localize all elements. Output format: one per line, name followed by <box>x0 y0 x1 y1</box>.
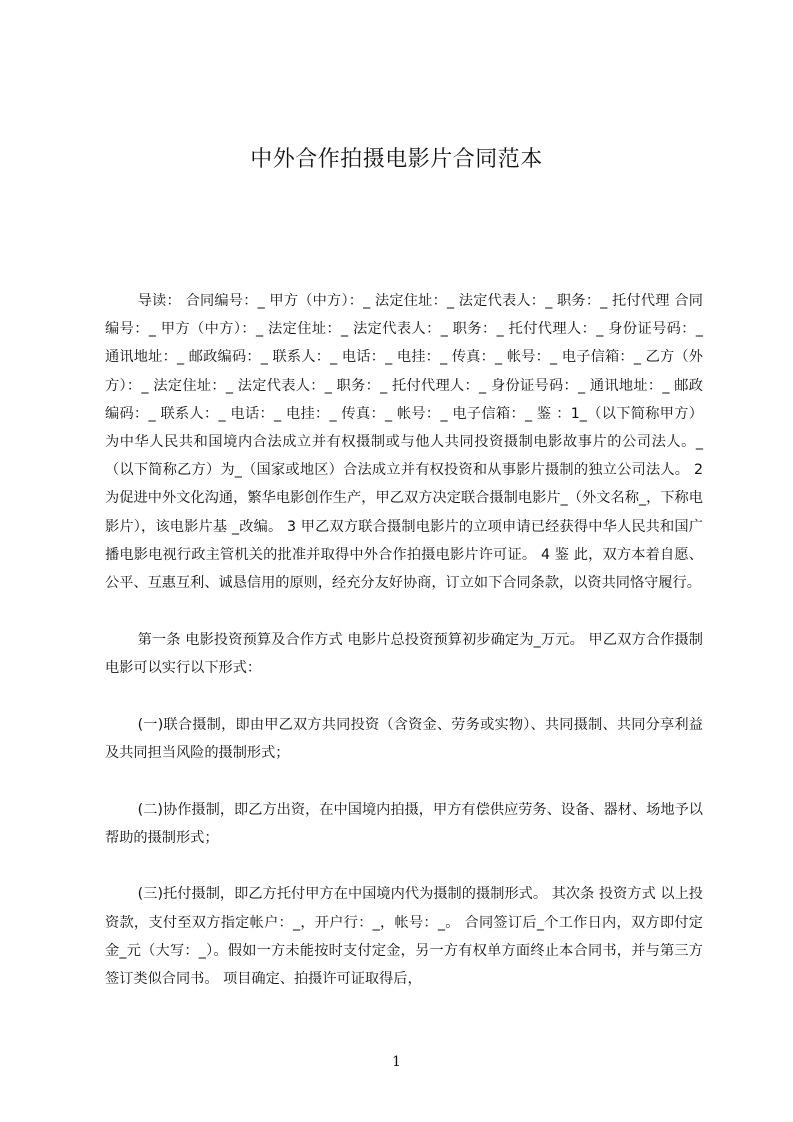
paragraph-intro: 导读： 合同编号：_ 甲方（中方）：_ 法定住址：_ 法定代表人：_ 职务：_ 托付代理 合同编号：_ 甲方（中方）：_ 法定住址：_ 法定代表人：_ 职务：_ 托付代理人：_ 身份证号码：_ 通讯地址：_ 邮政编码：_ 联系人：_ 电话：_ 电挂：_ 传真：_ 帐号：_ 电子信箱：_ 乙方（外方）：_ 法定住址：_ 法定代表人：_ 职务：_ 托付代理人：_ 身份证号码：_ 通讯地址：_ 邮政编码：_ 联系人：_ 电话：_ 电挂：_ 传真：_ 帐号：_ 电子信箱：_ 鉴 ：1_（以下简称甲方）为中华人民共和国境内合法成立并有权摄制或与他人共同投资摄制电影故事片的公司法人。_（以下简称乙方）为_（国家或地区）合法成立并有权投资和从事影片摄制的独立公司法人。 2 为促进中外文化沟通，繁华电影创作生产，甲乙双方决定联合摄制电影片_（外文名称_，下称电影片），该电影片基 _改编。 3 甲乙双方联合摄制电影片的立项申请已经获得中华人民共和国广播电影电视行政主管机关的批准并取得中外合作拍摄电影片许可证。 4 鉴 此，双方本着自愿、公平、互惠互利、诚恳信用的原则，经充分友好协商，订立如下合同条款，以资共同恪守履行。 <box>105 293 703 592</box>
paragraph-gap <box>105 682 703 711</box>
paragraph-gap <box>105 767 703 796</box>
page-number: 1 <box>392 1054 401 1070</box>
paragraph-gap <box>105 852 703 881</box>
paragraph-option-3: (三)托付摄制，即乙方托付甲方在中国境内代为摄制的摄制形式。 其次条 投资方式 以上投资款，支付至双方指定帐户：_，开户行：_，帐号：_。 合同签订后_个工作日内，双方即付定金_元（大写：_）。假如一方未能按时支付定金，另一方有权单方面终止本合同书，并与第三方签订类似合同书。 项目确定、拍摄许可证取得后， <box>105 886 703 988</box>
paragraph-option-2: (二)协作摄制，即乙方出资，在中国境内拍摄，甲方有偿供应劳务、设备、器材、场地予以帮助的摄制形式； <box>105 801 703 846</box>
document-body <box>105 287 703 993</box>
paragraph-article-1: 第一条 电影投资预算及合作方式 电影片总投资预算初步确定为_万元。 甲乙双方合作摄制电影可以实行以下形式： <box>105 631 703 676</box>
paragraph-gap <box>105 597 703 626</box>
document-title: 中外合作拍摄电影片合同范本 <box>250 147 543 172</box>
paragraph-option-1: (一)联合摄制，即由甲乙双方共同投资（含资金、劳务或实物）、共同摄制、共同分享利益及共同担当风险的摄制形式； <box>105 716 703 761</box>
